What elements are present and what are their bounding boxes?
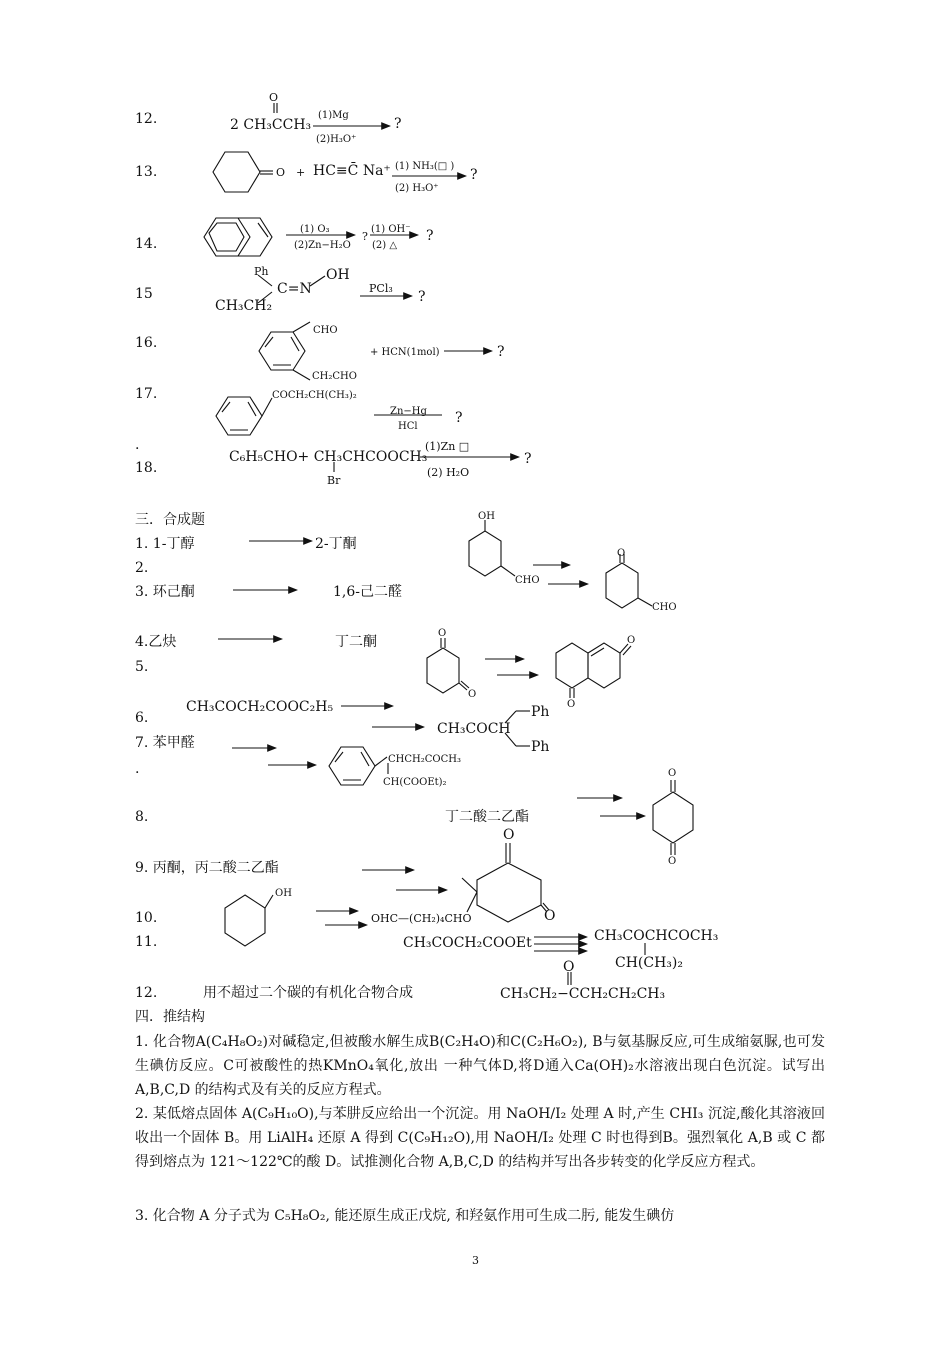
problem-2: 2. 某低熔点固体 A(C₉H₁₀O),与苯肼反应给出一个沉淀。用 NaOH/I₂ 处理 A 时,产生 CHI₃ 沉淀,酸化其溶液回收出一个固体 B。用 LiAlH₄ 还原 A 得到 C(C₉H₁₂O),用 NaOH/I₂ 处理 C 时也得到B。强烈氧化 A,B 或 C 都得到熔点为 121～122℃的酸 D。试推测化合物 A,B,C,D 的结构并写出各步转变的化学反应方程式。 (135, 1106, 825, 1170)
r12-product: ? (394, 116, 402, 132)
s8-oxygen-2: O (668, 856, 677, 867)
s11-number: 11. (135, 934, 158, 950)
r17-reagent-bottom: HCl (398, 421, 418, 432)
r18-reagent-top: (1)Zn □ (425, 440, 470, 453)
r18-dot: . (135, 437, 140, 453)
s3-product: 1,6-己二醛 (333, 584, 402, 600)
r17-product: ? (455, 410, 463, 426)
s2-aldehyde: CHO (515, 575, 540, 586)
r13-reagent-bottom: (2) H₃O⁺ (395, 183, 439, 194)
r15-cn: C=N (277, 281, 312, 297)
s7-dot: . (135, 761, 140, 777)
r14-reagent-bottom2: (2) △ (372, 240, 398, 251)
r18-product: ? (524, 451, 532, 467)
r12-reagent-top: (1)Mg (318, 110, 349, 121)
s6-product: CH₃COCH (437, 721, 511, 737)
r16-reagent: + HCN(1mol) (370, 347, 440, 358)
s8-oxygen-1: O (668, 768, 677, 779)
s5-oxygen-3: O (627, 635, 636, 646)
r17-substituent: COCH₂CH(CH₃)₂ (272, 390, 357, 401)
s7-side-chain: CHCH₂COCH₃ (388, 754, 461, 765)
s2-structures (469, 520, 652, 608)
s3-reactant: 3. 环己酮 (135, 584, 195, 600)
s8-number: 8. (135, 809, 149, 825)
section4-heading: 四．推结构 (135, 1009, 205, 1025)
s7-malonate: CH(COOEt)₂ (383, 777, 447, 788)
r16-number: 16. (135, 335, 158, 351)
r14-product: ? (426, 228, 434, 244)
s5-oxygen-2: O (468, 689, 477, 700)
s7-structures (329, 747, 388, 785)
r15-phenyl: Ph (254, 265, 269, 278)
r18-number: 18. (135, 460, 158, 476)
r15-hydroxy: OH (326, 267, 350, 283)
r12-reactant: 2 CH₃CCH₃ (230, 117, 312, 133)
r17-number: 17. (135, 386, 158, 402)
problem-1: 1. 化合物A(C₄H₈O₂)对碱稳定,但被酸水解生成B(C₂H₄O)和C(C₂H₆O₂), B与氨基脲反应,可生成缩氨脲,也可发生碘仿反应。C可被酸性的热KMnO₄氧化,放出 一种气体D,将D通入Ca(OH)₂水溶液出现白色沉淀。试写出 A,B,C,D 的结构式及有关的反应方程式。 (135, 1034, 825, 1098)
r15-number: 15 (135, 286, 153, 302)
s10-structures (225, 895, 273, 946)
s2-number: 2. (135, 560, 149, 576)
r13-number: 13. (135, 164, 158, 180)
r13-reagent: HC≡C̄ Na⁺ (313, 163, 391, 179)
s2-hydroxy: OH (478, 511, 495, 522)
r18-reactants: C₆H₅CHO+ CH₃CHCOOCH₃ (229, 449, 428, 465)
s12-instruction: 用不超过二个碳的有机化合物合成 (203, 985, 413, 1001)
s5-oxygen-1: O (438, 628, 447, 639)
r14-reagent-top2: (1) OH⁻ (371, 224, 411, 235)
s9-structures (462, 843, 549, 922)
s1-product: 2-丁酮 (315, 536, 357, 552)
s8-structures (653, 780, 693, 855)
r15-ethyl: CH₃CH₂ (215, 298, 273, 314)
s12-number: 12. (135, 985, 158, 1001)
r15-reagent: PCl₃ (369, 282, 393, 295)
s9-reactants: 9. 丙酮，丙二酸二乙酯 (135, 860, 279, 876)
r12-oxygen: O (269, 91, 279, 104)
s2-product-aldehyde: CHO (652, 602, 677, 613)
r13-product: ? (470, 167, 478, 183)
r13-reagent-top: (1) NH₃(□ ) (395, 161, 455, 172)
s5-structures (427, 638, 631, 698)
r18-reagent-bottom: (2) H₂O (427, 466, 470, 479)
s4-product: 丁二酮 (335, 634, 377, 650)
s6-phenyl-1: Ph (531, 704, 550, 720)
s7-reactant: 7. 苯甲醛 (135, 735, 195, 751)
r16-ch2cho: CH₂CHO (312, 371, 357, 382)
r13-oxygen: O (276, 166, 286, 179)
s5-oxygen-4: O (567, 699, 576, 710)
s4-reactant: 4.乙炔 (135, 634, 177, 650)
s2-ketone-oxygen: O (617, 548, 626, 559)
s9-oxygen-2: O (544, 908, 556, 924)
s11-isopropyl: CH(CH₃)₂ (615, 955, 683, 971)
s6-phenyl-2: Ph (531, 739, 550, 755)
s12-oxygen: O (563, 959, 575, 975)
s5-number: 5. (135, 659, 149, 675)
r12-reagent-bottom: (2)H₃O⁺ (316, 134, 357, 145)
s1-reactant: 1. 1-丁醇 (135, 536, 195, 552)
r12-number: 12. (135, 111, 158, 127)
problem-3: 3. 化合物 A 分子式为 C₅H₈O₂, 能还原生成正戊烷, 和羟氨作用可生成二肟, 能发生碘仿 (135, 1208, 675, 1224)
s9-oxygen-1: O (503, 827, 515, 843)
s6-reactant: CH₃COCH₂COOC₂H₅ (186, 699, 334, 715)
section3-heading: 三．合成题 (135, 512, 205, 528)
r17-reagent-top: Zn−Hg (390, 406, 427, 417)
r18-bromine: Br (327, 474, 341, 487)
s6-number: 6. (135, 710, 149, 726)
s11-product: CH₃COCHCOCH₃ (594, 928, 719, 944)
r14-reagent-top1: (1) O₃ (300, 224, 330, 235)
s10-hydroxy: OH (275, 888, 292, 899)
r16-product: ? (497, 344, 505, 360)
page-number: 3 (472, 1254, 479, 1267)
r14-reagent-bottom1: (2)Zn−H₂O (294, 240, 351, 251)
r14-intermediate: ? (362, 230, 368, 243)
r16-cho: CHO (313, 325, 338, 336)
r13-plus: + (296, 166, 306, 179)
s10-number: 10. (135, 910, 158, 926)
r14-number: 14. (135, 236, 158, 252)
s12-product: CH₃CH₂−CCH₂CH₂CH₃ (500, 986, 666, 1002)
s8-reactant: 丁二酸二乙酯 (445, 809, 529, 825)
r15-product: ? (418, 289, 426, 305)
s10-dialdehyde: OHC—(CH₂)₄CHO (371, 912, 472, 925)
s11-reactant: CH₃COCH₂COOEt (403, 935, 532, 951)
